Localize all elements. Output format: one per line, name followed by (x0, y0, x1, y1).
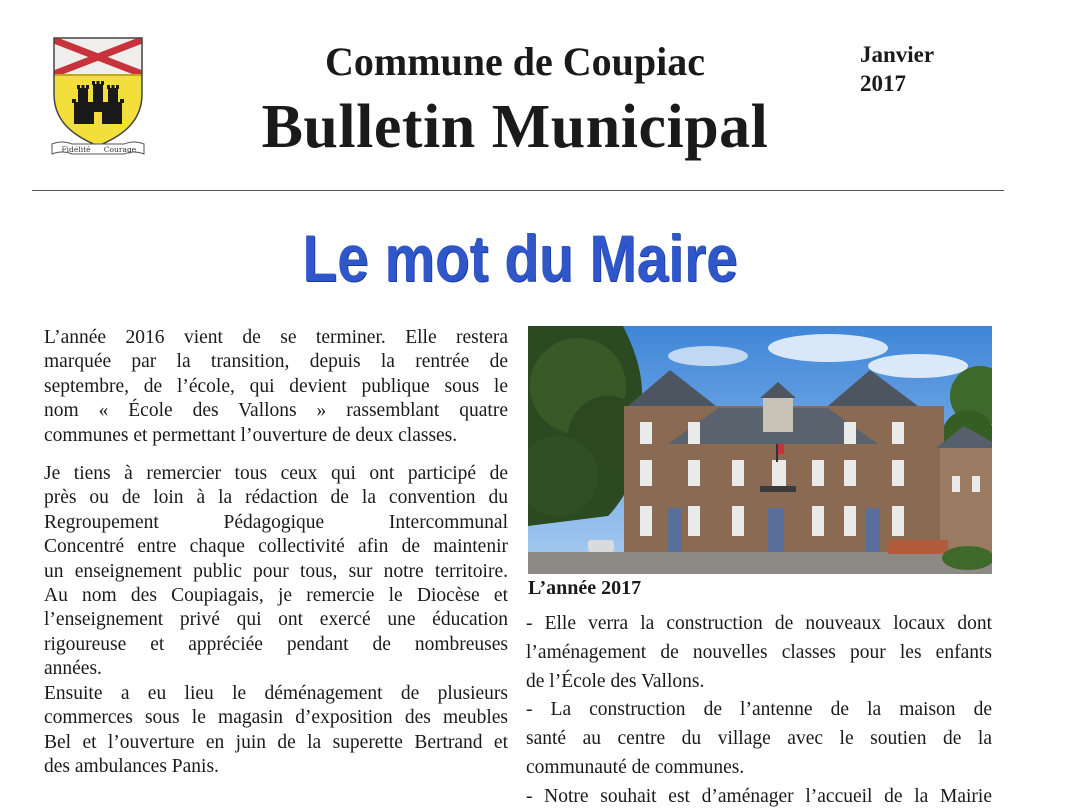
town-hall-photo (528, 326, 992, 574)
issue-year: 2017 (860, 71, 906, 96)
text-line: - Elle verra la construction de nouveaux locaux dont (526, 613, 992, 634)
header-divider (32, 190, 1004, 191)
article-heading: Le mot du Maire (302, 221, 738, 295)
text-line: années. (44, 658, 102, 680)
text-line: communes et permettant l’ouverture de deux classes. (44, 424, 458, 446)
text-line: des ambulances Panis. (44, 755, 219, 777)
text-line: - La construction de l’antenne de la maison de (526, 699, 992, 721)
left-column (44, 326, 508, 779)
paragraph-thanks (44, 462, 508, 682)
text-line: l’enseignement privé qui ont exercé une éducation (44, 609, 508, 631)
text-line: santé au centre du village avec le soutien de la (526, 728, 992, 750)
crest-motto-left: Fidélité (61, 145, 91, 154)
text-line: Je tiens à remercier tous ceux qui ont participé de (44, 463, 508, 485)
text-line: Ensuite a eu lieu le déménagement de plusieurs (44, 682, 508, 704)
text-line: rigoureuse et appréciée pendant de nombreuses (44, 633, 508, 655)
text-line: communauté de communes. (526, 756, 745, 778)
text-line: septembre, de l’école, qui devient publique sous le (44, 375, 508, 397)
text-line: Regroupement Pédagogique Intercommunal (44, 511, 508, 533)
text-line: l’aménagement de nouvelles classes pour les enfants (526, 641, 992, 663)
text-line: L’année 2016 vient de se terminer. Elle restera (44, 327, 508, 348)
text-line: Concentré entre chaque collectivité afin de maintenir (44, 536, 508, 558)
crest-motto-right: Courage (103, 145, 137, 154)
text-line: Bel et l’ouverture en juin de la superette Bertrand et (44, 731, 508, 753)
text-line: marquée par la transition, depuis la rentrée de (44, 351, 508, 373)
right-column (526, 610, 992, 812)
commune-crest (50, 36, 146, 160)
issue-month: Janvier (860, 42, 935, 67)
text-line: près ou de loin à la rédaction de la convention du (44, 487, 508, 509)
bulletin-title: Bulletin Municipal (261, 93, 769, 161)
text-line: commerces sous le magasin d’exposition des meubles (44, 707, 508, 729)
text-line: - Notre souhait est d’aménager l’accueil de la Mairie (526, 785, 992, 807)
text-line: nom « École des Vallons » rassemblant quatre (44, 400, 508, 422)
text-line: un enseignement public pour tous, sur notre territoire. (44, 560, 508, 582)
photo-caption: L’année 2017 (528, 577, 642, 599)
paragraph-commerce (44, 682, 508, 780)
text-line: de l’École des Vallons. (526, 670, 705, 692)
issue-date (860, 40, 934, 98)
text-line: Au nom des Coupiagais, je remercie le Diocèse et (44, 585, 508, 607)
commune-name: Commune de Coupiac (324, 39, 706, 84)
paragraph-intro (44, 326, 508, 448)
